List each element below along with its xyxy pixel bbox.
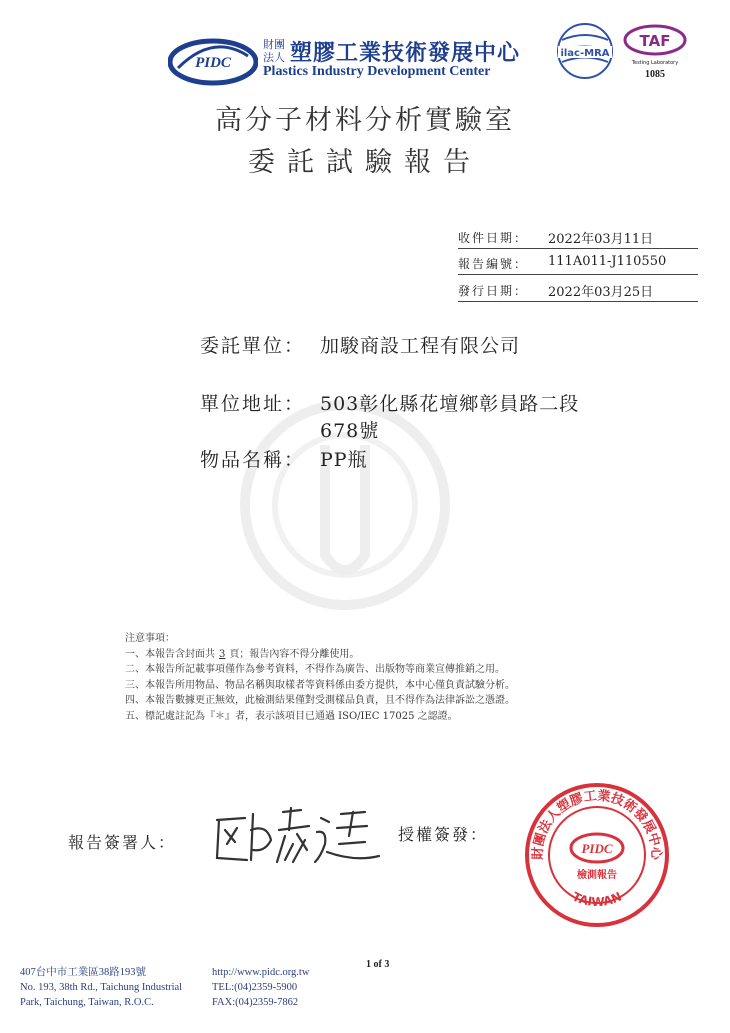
meta-row-received: [458, 225, 698, 249]
meta-row-report-no: [458, 251, 698, 275]
official-seal: [522, 780, 672, 930]
org-name-cn: 塑膠工業技術發展中心: [290, 41, 521, 66]
footer-addr-en1: No. 193, 38th Rd., Taichung Industrial: [20, 982, 183, 993]
seal-top-text: 財團法人塑膠工業技術發展中心: [530, 788, 664, 861]
seal-bottom-text: TAIWAN: [570, 889, 624, 910]
footer-tel: TEL:(04)2359-5900: [212, 982, 298, 993]
footer-addr-en2: Park, Taichung, Taiwan, R.O.C.: [20, 997, 154, 1008]
page-number: 1 of 3: [366, 959, 390, 970]
handwritten-signature: [205, 800, 385, 870]
item-value: PP瓶: [320, 449, 368, 471]
meta-value: 2022年03月11日: [548, 232, 654, 247]
org-name-en: Plastics Industry Development Center: [263, 64, 491, 79]
taf-logo: [620, 22, 690, 82]
note-line-2: 二、本報告所記載事項僅作為參考資料，不得作為廣告、出版物等商業宣傳推銷之用。: [125, 664, 505, 675]
footer-web-link[interactable]: http://www.pidc.org.tw: [212, 967, 310, 978]
note-line-5: 五、標記處註記為『＊』者，表示該項目已通過 ISO/IEC 17025 之認證。: [125, 710, 458, 722]
address-line2: 678號: [320, 420, 380, 442]
lab-title: 高分子材料分析實驗室: [215, 105, 515, 136]
seal-sub-text: 檢測報告: [577, 870, 617, 881]
pidc-logo: [168, 38, 258, 86]
note-line-4: 四、本報告數據更正無效，此檢測結果僅對受測樣品負責，且不得作為法律訴訟之憑證。: [125, 695, 515, 706]
footer-contact: [212, 965, 309, 1010]
org-prefix: 財團法人: [263, 38, 285, 64]
signer-label: 報告簽署人：: [68, 833, 177, 852]
notes-section: [125, 631, 625, 724]
notes-heading: 注意事項：: [125, 633, 175, 644]
authorized-label: 授權簽發：: [398, 825, 489, 844]
note-line-1: 一、本報告含封面共 3 頁；報告內容不得分離使用。: [125, 648, 360, 660]
meta-key: 收件日期：: [458, 231, 529, 245]
taf-sub: Testing Laboratory: [631, 60, 679, 66]
item-label: 物品名稱：: [200, 449, 306, 471]
report-title: 委託試驗報告: [248, 147, 482, 178]
taf-number: 1085: [645, 69, 665, 80]
footer-fax: FAX:(04)2359-7862: [212, 997, 299, 1008]
meta-row-issued: [458, 278, 698, 302]
ilac-mra-logo: [554, 22, 616, 80]
meta-value: 111A011-J110550: [548, 254, 667, 269]
note-line-3: 三、本報告所用物品、物品名稱與取樣者等資料係由委方提供，本中心僅負責試驗分析。: [125, 679, 515, 691]
address-label: 單位地址：: [200, 393, 306, 415]
meta-key: 報告編號：: [458, 257, 529, 271]
seal-center-text: PIDC: [581, 841, 613, 856]
client-value: 加駿商設工程有限公司: [320, 335, 521, 357]
ilac-text: ilac-MRA: [560, 48, 610, 59]
footer-address: [20, 965, 182, 1010]
svg-text:TAIWAN: [570, 889, 624, 909]
page-count: 3: [219, 648, 226, 660]
meta-key: 發行日期：: [458, 284, 529, 298]
client-label: 委託單位：: [200, 335, 306, 357]
pidc-logo-text: PIDC: [195, 55, 231, 71]
footer-addr-cn: 407台中市工業區38路193號: [20, 967, 146, 978]
taf-text: TAF: [639, 32, 671, 50]
address-line1: 503彰化縣花壇鄉彰員路二段: [320, 393, 580, 415]
meta-value: 2022年03月25日: [548, 285, 654, 300]
